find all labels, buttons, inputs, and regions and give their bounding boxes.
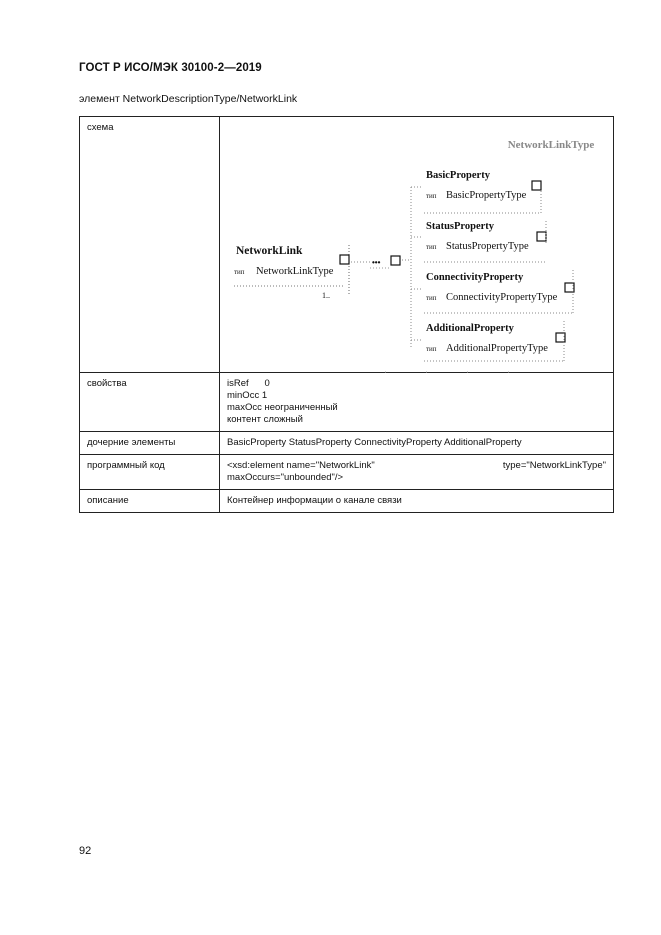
- page-number: 92: [79, 845, 92, 857]
- element-caption: элемент NetworkDescriptionType/NetworkLink: [79, 93, 298, 105]
- isref-value: 0: [264, 378, 270, 389]
- main-element-expand-icon: [340, 255, 349, 264]
- main-element-name: NetworkLink: [236, 245, 303, 257]
- schema-label: схема: [80, 117, 220, 373]
- description-value: Контейнер информации о канале связи: [220, 490, 614, 513]
- child-element-basic-property: [424, 170, 541, 213]
- main-element-cardinality: 1..: [322, 291, 330, 300]
- maxocc-value: неограниченный: [264, 402, 338, 413]
- schema-row: [80, 117, 614, 373]
- sequence-icon: •••: [372, 258, 381, 267]
- main-element-box: [234, 245, 349, 300]
- maxocc-key: maxOcc: [227, 402, 262, 413]
- code-row: [80, 455, 614, 490]
- minocc-line: [227, 390, 606, 402]
- diagram-type-title: NetworkLinkType: [507, 139, 595, 151]
- expand-icon: [556, 333, 565, 342]
- child-type-label: тип: [426, 294, 437, 302]
- child-type-label: тип: [426, 192, 437, 200]
- schema-diagram-cell: [220, 117, 614, 373]
- minocc-key: minOcc: [227, 390, 260, 401]
- child-name: StatusProperty: [426, 221, 495, 232]
- standard-header: ГОСТ Р ИСО/МЭК 30100-2—2019: [79, 62, 262, 74]
- properties-row: [80, 373, 614, 432]
- child-type-value: BasicPropertyType: [446, 190, 527, 201]
- content-key: контент: [227, 414, 261, 425]
- child-type-value: ConnectivityPropertyType: [446, 292, 558, 303]
- child-type-value: StatusPropertyType: [446, 241, 529, 252]
- code-type-attribute: type="NetworkLinkType": [502, 460, 606, 471]
- expand-icon: [565, 283, 574, 292]
- children-value: BasicProperty StatusProperty ConnectivityProperty AdditionalProperty: [220, 432, 614, 455]
- child-name: AdditionalProperty: [426, 323, 514, 334]
- children-label: дочерние элементы: [80, 432, 220, 455]
- maxocc-line: [227, 402, 606, 414]
- properties-value: [220, 373, 614, 432]
- isref-line: [227, 378, 606, 390]
- code-line-2: maxOccurs="unbounded"/>: [227, 472, 344, 483]
- child-type-label: тип: [426, 345, 437, 353]
- child-type-value: AdditionalPropertyType: [446, 343, 548, 354]
- child-element-additional-property: [424, 321, 565, 361]
- child-name: ConnectivityProperty: [426, 272, 524, 283]
- child-name: BasicProperty: [426, 170, 490, 181]
- minocc-value: 1: [261, 390, 268, 401]
- children-row: [80, 432, 614, 455]
- code-label: программный код: [80, 455, 220, 490]
- schema-diagram: [220, 117, 628, 379]
- description-label: описание: [80, 490, 220, 513]
- description-row: [80, 490, 614, 513]
- child-type-label: тип: [426, 243, 437, 251]
- properties-label: свойства: [80, 373, 220, 432]
- code-value: [220, 455, 614, 490]
- content-line: [227, 414, 606, 426]
- child-element-status-property: [424, 221, 546, 262]
- element-spec-table: [79, 116, 614, 513]
- content-value: сложный: [263, 414, 303, 425]
- isref-key: isRef: [227, 378, 249, 389]
- expand-icon: [537, 232, 546, 241]
- main-element-type-label: тип: [234, 268, 245, 276]
- code-line-1: [227, 460, 606, 472]
- expand-icon: [532, 181, 541, 190]
- main-element-type-value: NetworkLinkType: [256, 266, 334, 277]
- code-element-declaration: <xsd:element name="NetworkLink": [227, 460, 375, 471]
- sequence-compositor: [370, 256, 400, 268]
- child-element-connectivity-property: [424, 270, 574, 313]
- sequence-expand-icon: [391, 256, 400, 265]
